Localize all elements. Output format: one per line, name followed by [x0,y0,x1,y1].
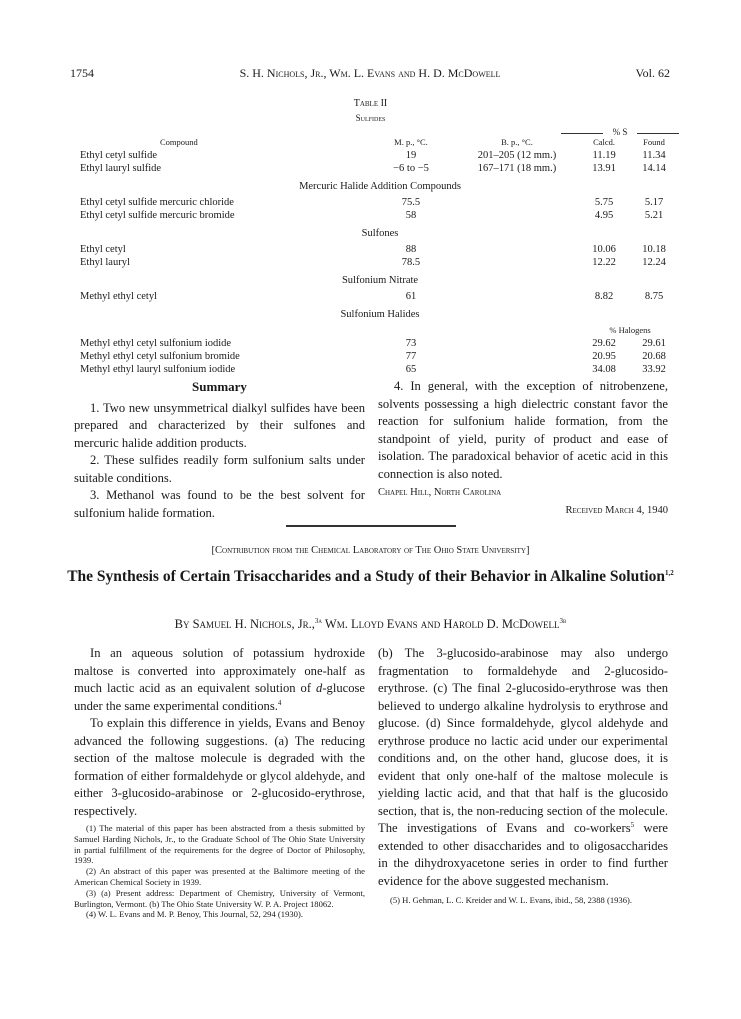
footnote: (2) An abstract of this paper was presented at the Baltimore meeting of the American Chemical Society in 1939. [74,866,365,887]
footnote: (5) H. Gehman, L. C. Kreider and W. L. Evans, ibid., 58, 2388 (1936). [390,895,633,905]
article-right-column [378,645,668,906]
table-title: Table II [353,98,388,109]
table-row: Methyl ethyl lauryl sulfonium iodide 65 34.08 33.92 [80,364,666,375]
running-authors: S. H. Nichols, Jr., Wm. L. Evans and H. D. McDowell [239,66,501,80]
footnote: (4) W. L. Evans and M. P. Benoy, This Journal, 52, 294 (1930). [86,909,303,920]
table-header-row: Compound M. p., °C. B. p., °C. Calcd. Found [160,137,665,147]
body-paragraph: To explain this difference in yields, Evans and Benoy advanced the following suggestions. (a) The reducing section of the maltose molecule is degraded with the formation of either formaldehyde or glycol aldehyde, and either 3-glucosido-arabinose or 2-glucosido-erythrose, respectively. [74,716,365,818]
percent-sulfur-header: % S [561,127,679,139]
table-section-heading: Sulfonium Nitrate [341,275,419,286]
summary-item-4: 4. In general, with the exception of nitrobenzene, solvents possessing a high dielectric constant favor the reaction for sulfonium halide formation, from the standpoint of yield, purity of product and ease of isolation. The paradoxical behavior of acetic acid in this connection is also noted. [378,379,668,481]
summary-item-1: 1. Two new unsymmetrical dialkyl sulfides have been prepared and characterized by their sulfones and mercuric halide addition products. [74,400,365,450]
table-section-heading: Sulfonium Halides [340,309,420,320]
table-row: Ethyl cetyl 88 10.06 10.18 [80,244,666,255]
body-paragraph: (b) The 3-glucosido-arabinose may also undergo fragmentation to formaldehyde and 2-glucosido-erythrose. (c) The final 2-glucosido-erythrose was then believed to undergo alkaline hydrolysis to erythrose and glucose. (d) Since formaldehyde, glycol aldehyde and erythrose produce no lactic acid under our experimental conditions and, on the other hand, glucose does, it is evident that only one-half of the maltose molecule is yielding lactic acid, and that that half is the glucosido section, that is, the non-reducing section of the molecule. The investigations of Evans and co-workers$^5$ were extended to other disaccharides and to oligosaccharides in the dihydroxyacetone series in order to find further evidence for the above suggested mechanism. [378,646,668,888]
footnote: (3) (a) Present address: Department of Chemistry, University of Vermont, Burlington, Vermont. (b) The Ohio State University W. P. A. Project 18062. [74,887,365,909]
contribution-line: [Contribution from the Chemical Laboratory of The Ohio State University] [211,545,530,556]
article-left-column [74,645,365,920]
table-subtitle: Sulfides [355,113,386,123]
table-row: Methyl ethyl cetyl 61 8.82 8.75 [80,291,664,302]
halogens-subheader: % Halogens [609,325,651,335]
byline: By Samuel H. Nichols, Jr.,$^{3a}$ Wm. Lloyd Evans and Harold D. McDowell$^{3b}$ [174,616,567,631]
table-row: Ethyl cetyl sulfide mercuric bromide 58 4.95 5.21 [80,210,664,221]
table-row: Ethyl cetyl sulfide 19 201–205 (12 mm.) 11.19 11.34 [80,150,666,161]
sulfides-table [80,130,680,376]
footnote: (1) The material of this paper has been abstracted from a thesis submitted by Samuel Harding Nichols, Jr., to the Graduate School of The Ohio State University in partial fulfillment of the requirements for the degree of Doctor of Philosophy, 1939. [74,823,365,866]
summary-heading: Summary [192,379,247,394]
body-paragraph: In an aqueous solution of potassium hydroxide maltose is converted into approximately one-half as much lactic acid as an equivalent solution of d-glucose under the same experimental conditions.$^4$ [74,646,365,713]
table-row: Methyl ethyl cetyl sulfonium bromide 77 20.95 20.68 [80,351,666,362]
table-row: Ethyl cetyl sulfide mercuric chloride 75.5 5.75 5.17 [80,197,664,208]
table-section-heading: Mercuric Halide Addition Compounds [299,181,461,192]
article-title: The Synthesis of Certain Trisaccharides and a Study of their Behavior in Alkaline Solution$^{1,2}$ [67,568,674,585]
summary-item-2: 2. These sulfides readily form sulfonium salts under suitable conditions. [74,453,365,485]
table-row: Ethyl lauryl 78.5 12.22 12.24 [80,257,666,268]
summary-right-column [378,378,668,519]
received-date: Received March 4, 1940 [565,504,668,516]
table-row: Methyl ethyl cetyl sulfonium iodide 73 29.62 29.61 [80,338,666,349]
summary-left-column [74,378,365,522]
section-divider [286,525,456,527]
summary-item-3: 3. Methanol was found to be the best solvent for sulfonium halide formation. [74,488,365,520]
signature-place: Chapel Hill, North Carolina [378,487,502,498]
running-header [70,66,670,84]
footnotes-left [74,823,365,920]
page-number: 1754 [70,66,94,80]
volume-number: Vol. 62 [635,66,670,80]
footnotes-right [378,895,668,906]
table-section-heading: Sulfones [361,228,399,239]
table-row: Ethyl lauryl sulfide −6 to −5 167–171 (18 mm.) 13.91 14.14 [80,163,666,174]
